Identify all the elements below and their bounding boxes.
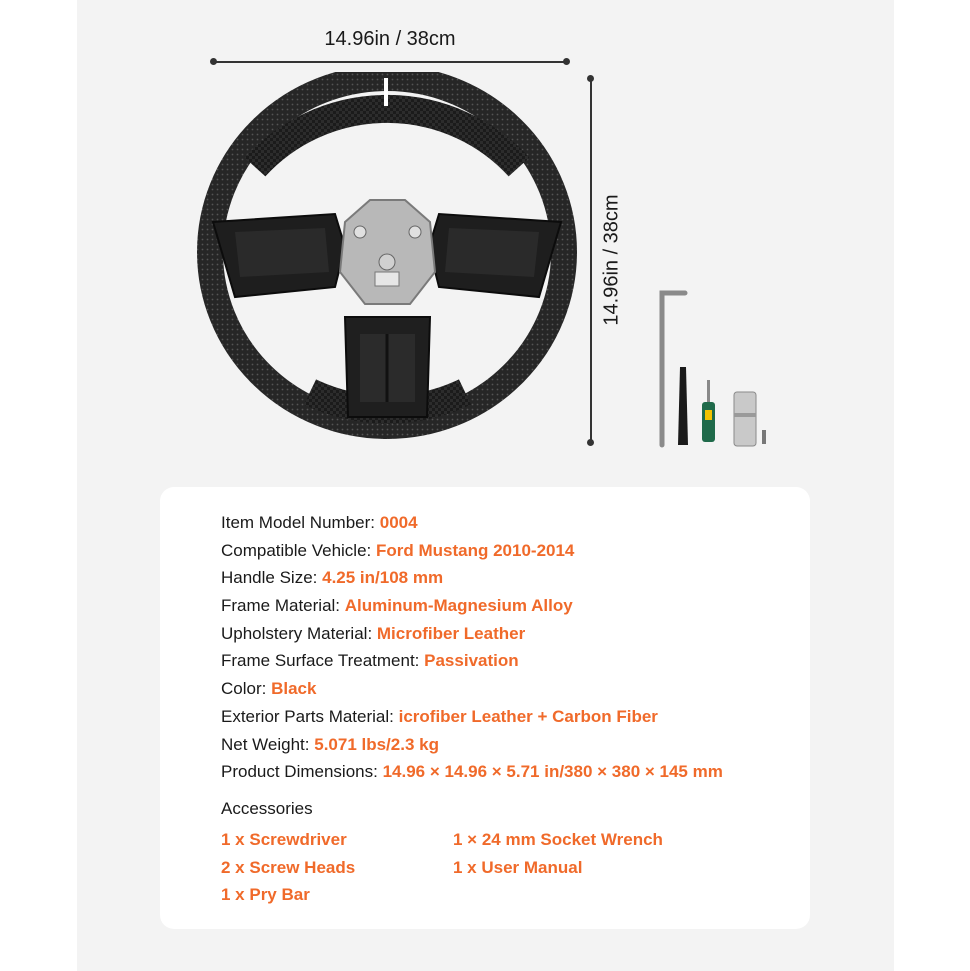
width-dimension-label: 14.96in / 38cm xyxy=(324,28,456,50)
spec-color: Color: Black xyxy=(221,679,317,699)
height-dimension-line xyxy=(590,78,592,443)
accessory-item: 2 x Screw Heads xyxy=(221,857,356,877)
accessory-item: 1 x User Manual xyxy=(453,857,583,877)
accessory-item: 1 x Screwdriver xyxy=(221,830,347,849)
steering-wheel-image xyxy=(195,72,580,442)
spec-handle-size: Handle Size: 4.25 in/108 mm xyxy=(221,568,444,588)
spec-model-number: Item Model Number: 0004 xyxy=(221,513,418,532)
accessory-item: 1 x Pry Bar xyxy=(221,885,310,905)
accessories-left-list xyxy=(221,826,355,909)
height-dimension-label: 14.96in / 38cm xyxy=(600,194,623,326)
accessory-tools-image xyxy=(650,285,770,450)
spec-upholstery-material: Upholstery Material: Microfiber Leather xyxy=(221,623,526,643)
spec-product-dimensions: Product Dimensions: 14.96 × 14.96 × 5.71 in/380 × 380 × 145 mm xyxy=(221,762,723,782)
spec-net-weight: Net Weight: 5.071 lbs/2.3 kg xyxy=(221,734,439,754)
accessories-title: Accessories xyxy=(221,799,313,818)
spec-exterior-material: Exterior Parts Material: icrofiber Leather + Carbon Fiber xyxy=(221,706,658,726)
spec-frame-material: Frame Material: Aluminum-Magnesium Alloy xyxy=(221,596,573,616)
spec-compatible-vehicle: Compatible Vehicle: Ford Mustang 2010-2014 xyxy=(221,540,575,560)
accessory-item: 1 × 24 mm Socket Wrench xyxy=(453,830,663,849)
spec-list xyxy=(221,509,723,786)
width-dimension-line xyxy=(213,61,567,63)
spec-surface-treatment: Frame Surface Treatment: Passivation xyxy=(221,651,519,671)
accessories-right-list xyxy=(453,826,663,881)
